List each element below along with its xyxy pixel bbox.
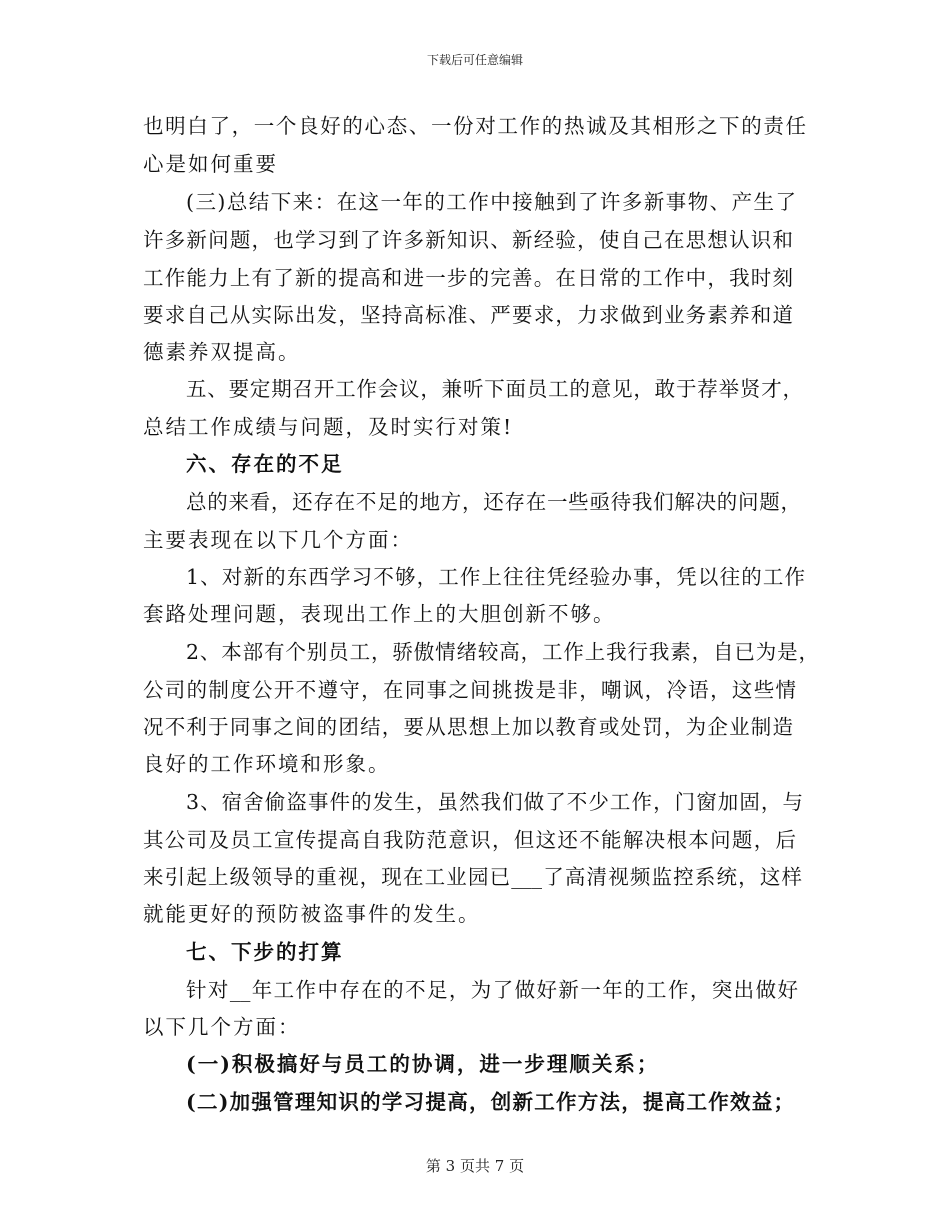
- body-line: 要求自己从实际出发，坚持高标准、严要求，力求做到业务素养和道: [143, 303, 793, 327]
- body-line: 公司的制度公开不遵守，在同事之间挑拨是非，嘲讽，冷语，这些情: [143, 678, 796, 702]
- body-line: 来引起上级领导的重视，现在工业园已___了高清视频监控系统，这样: [143, 865, 802, 889]
- body-line: 许多新问题，也学习到了许多新知识、新经验，使自己在思想认识和: [143, 228, 793, 252]
- body-line: (三)总结下来：在这一年的工作中接触到了许多新事物、产生了: [186, 190, 796, 214]
- list-item: (二)加强管理知识的学习提高，创新工作方法，提高工作效益；: [186, 1090, 794, 1114]
- body-line: 良好的工作环境和形象。: [143, 752, 391, 776]
- section-heading: 七、下步的打算: [186, 940, 344, 964]
- body-line: 就能更好的预防被盗事件的发生。: [143, 902, 481, 926]
- body-line: 心是如何重要: [143, 152, 278, 176]
- body-line: 1、对新的东西学习不够，工作上往往凭经验办事，凭以往的工作: [186, 565, 805, 589]
- body-line: 以下几个方面：: [143, 1015, 301, 1039]
- body-line: 五、要定期召开工作会议，兼听下面员工的意见，敢于荐举贤才，: [186, 377, 803, 401]
- body-line: 3、宿舍偷盗事件的发生，虽然我们做了不少工作，门窗加固，与: [186, 790, 803, 814]
- body-line: 总结工作成绩与问题，及时实行对策!: [143, 415, 514, 439]
- body-line: 总的来看，还存在不足的地方，还存在一些亟待我们解决的问题，: [186, 490, 801, 514]
- list-item: (一)积极搞好与员工的协调，进一步理顺关系；: [186, 1052, 660, 1076]
- body-line: 主要表现在以下几个方面：: [143, 528, 413, 552]
- body-line: 德素养双提高。: [143, 340, 301, 364]
- body-line: 其公司及员工宣传提高自我防范意识，但这还不能解决根本问题，后: [143, 828, 796, 852]
- body-line: 套路处理问题，表现出工作上的大胆创新不够。: [143, 602, 616, 626]
- page-header: 下载后可任意编辑: [426, 53, 523, 67]
- page-number: 第 3 页共 7 页: [425, 1157, 525, 1175]
- body-line: 2、本部有个别员工，骄傲情绪较高，工作上我行我素，自已为是，: [186, 640, 819, 664]
- section-heading: 六、存在的不足: [186, 452, 344, 476]
- body-line: 也明白了，一个良好的心态、一份对工作的热诚及其相形之下的责任: [143, 114, 806, 138]
- body-line: 工作能力上有了新的提高和进一步的完善。在日常的工作中，我时刻: [143, 266, 793, 290]
- body-line: 况不利于同事之间的团结，要从思想上加以教育或处罚，为企业制造: [143, 715, 793, 739]
- body-line: 针对__年工作中存在的不足，为了做好新一年的工作，突出做好: [186, 978, 798, 1002]
